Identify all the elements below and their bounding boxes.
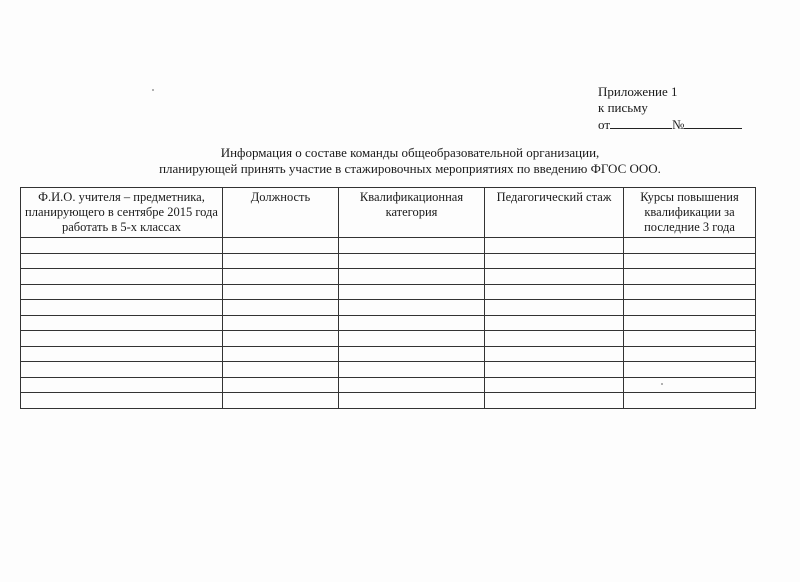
- table-cell[interactable]: [339, 315, 485, 331]
- table-cell[interactable]: [624, 315, 756, 331]
- table-cell[interactable]: [339, 284, 485, 300]
- table-cell[interactable]: [223, 393, 339, 409]
- table-cell[interactable]: [485, 362, 624, 378]
- table-cell[interactable]: [624, 284, 756, 300]
- table-cell[interactable]: [21, 377, 223, 393]
- table-row: [21, 284, 756, 300]
- table-cell[interactable]: [624, 331, 756, 347]
- document-title: [60, 145, 760, 177]
- table-cell[interactable]: [223, 377, 339, 393]
- column-header-fio: Ф.И.О. учителя – предметника, планирующего в сентябре 2015 года работать в 5-х классах: [21, 188, 223, 238]
- table-cell[interactable]: [485, 300, 624, 316]
- table-cell[interactable]: [624, 253, 756, 269]
- table-cell[interactable]: [624, 300, 756, 316]
- table-cell[interactable]: [339, 269, 485, 285]
- table-cell[interactable]: [21, 346, 223, 362]
- table-cell[interactable]: [485, 269, 624, 285]
- table-cell[interactable]: [223, 346, 339, 362]
- scan-speck: [152, 89, 154, 91]
- table-cell[interactable]: [485, 393, 624, 409]
- table-row: [21, 393, 756, 409]
- table-cell[interactable]: [339, 393, 485, 409]
- table-cell[interactable]: [485, 238, 624, 254]
- table-cell[interactable]: [223, 269, 339, 285]
- date-blank: [610, 116, 672, 129]
- table-cell[interactable]: [21, 269, 223, 285]
- table-row: [21, 315, 756, 331]
- appendix-block: [598, 84, 742, 133]
- table-cell[interactable]: [223, 300, 339, 316]
- table-cell[interactable]: [624, 362, 756, 378]
- column-header-category: Квалификационная категория: [339, 188, 485, 238]
- column-header-experience: Педагогический стаж: [485, 188, 624, 238]
- table-cell[interactable]: [223, 315, 339, 331]
- table-cell[interactable]: [21, 284, 223, 300]
- appendix-label: Приложение 1: [598, 84, 678, 99]
- number-blank: [684, 116, 742, 129]
- table-cell[interactable]: [21, 300, 223, 316]
- table-cell[interactable]: [485, 284, 624, 300]
- table-row: [21, 300, 756, 316]
- scan-speck: [661, 383, 663, 385]
- title-line-1: Информация о составе команды общеобразовательной организации,: [220, 145, 600, 160]
- table-cell[interactable]: [339, 300, 485, 316]
- table-cell[interactable]: [223, 253, 339, 269]
- table-cell[interactable]: [624, 377, 756, 393]
- table-cell[interactable]: [223, 362, 339, 378]
- table-cell[interactable]: [21, 362, 223, 378]
- table-cell[interactable]: [624, 393, 756, 409]
- table-cell[interactable]: [223, 331, 339, 347]
- table-row: [21, 346, 756, 362]
- table-cell[interactable]: [21, 238, 223, 254]
- table-body: [21, 238, 756, 409]
- table-cell[interactable]: [223, 284, 339, 300]
- table-row: [21, 362, 756, 378]
- table-cell[interactable]: [339, 377, 485, 393]
- table-row: [21, 269, 756, 285]
- table-cell[interactable]: [339, 253, 485, 269]
- table-cell[interactable]: [21, 331, 223, 347]
- letter-reference: к письму: [598, 100, 648, 115]
- table-header-row: [21, 188, 756, 238]
- table-row: [21, 238, 756, 254]
- table-cell[interactable]: [21, 393, 223, 409]
- date-number-line: [598, 116, 742, 133]
- table-cell[interactable]: [485, 346, 624, 362]
- team-info-table: [20, 187, 756, 409]
- table-cell[interactable]: [21, 315, 223, 331]
- table-cell[interactable]: [223, 238, 339, 254]
- from-label: от: [598, 117, 611, 132]
- table-row: [21, 377, 756, 393]
- table-cell[interactable]: [624, 238, 756, 254]
- table-cell[interactable]: [624, 346, 756, 362]
- table-cell[interactable]: [339, 331, 485, 347]
- table-cell[interactable]: [485, 331, 624, 347]
- table-cell[interactable]: [21, 253, 223, 269]
- table-cell[interactable]: [624, 269, 756, 285]
- table-cell[interactable]: [339, 238, 485, 254]
- column-header-position: Должность: [223, 188, 339, 238]
- table-cell[interactable]: [485, 253, 624, 269]
- table-cell[interactable]: [339, 362, 485, 378]
- table-cell[interactable]: [339, 346, 485, 362]
- table-row: [21, 253, 756, 269]
- table-row: [21, 331, 756, 347]
- table-cell[interactable]: [485, 315, 624, 331]
- table-cell[interactable]: [485, 377, 624, 393]
- title-line-2: планирующей принять участие в стажировочных мероприятиях по введению ФГОС ООО.: [159, 161, 661, 176]
- number-label: №: [672, 117, 685, 132]
- column-header-courses: Курсы повышения квалификации за последние 3 года: [624, 188, 756, 238]
